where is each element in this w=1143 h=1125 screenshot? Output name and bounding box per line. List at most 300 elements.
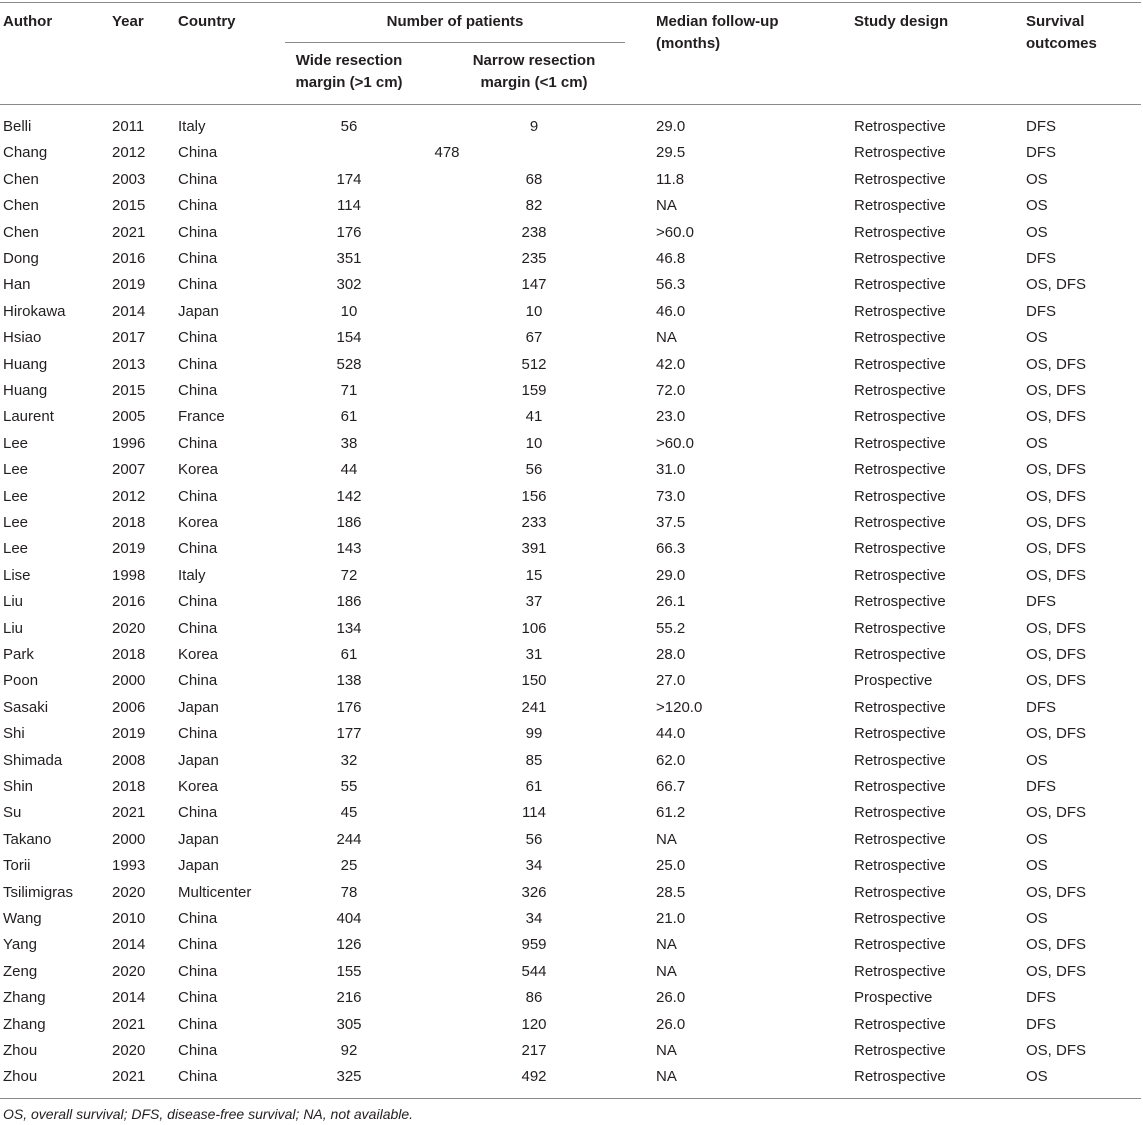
cell-year: 2018 [112,514,146,531]
header-median-follow-up [656,11,778,55]
cell-study-design: Retrospective [854,461,946,479]
table-row [0,908,1143,934]
cell-country: Multicenter [178,883,252,901]
cell-author: Chen [3,197,39,215]
cell-narrow-margin: 82 [525,197,543,215]
cell-country: China [178,487,218,505]
cell-wide-margin: 78 [340,883,358,901]
cell-wide-margin: 143 [336,540,362,558]
cell-author: Han [3,276,31,294]
table-row [0,169,1143,195]
cell-wide-margin: 138 [336,672,362,690]
table-row [0,855,1143,881]
cell-study-design: Retrospective [854,883,946,901]
cell-country: Japan [178,302,219,320]
cell-study-design: Retrospective [854,170,946,188]
cell-median-follow-up: 55.2 [656,619,686,637]
cell-year: 2021 [112,804,146,822]
cell-study-design: Retrospective [854,118,946,135]
header-study-design: Study design [854,13,949,30]
cell-study-design: Retrospective [854,487,946,505]
cell-narrow-margin: 86 [525,989,543,1007]
table-row [0,829,1143,855]
cell-survival-outcomes: OS, DFS [1026,461,1087,479]
cell-country: China [178,329,218,347]
cell-narrow-margin: 41 [525,408,543,426]
table-footnote: OS, overall survival; DFS, disease-free survival; NA, not available. [3,1106,414,1122]
table-row [0,723,1143,749]
cell-study-design: Prospective [854,989,933,1007]
cell-narrow-margin: 391 [521,540,547,558]
cell-wide-margin: 154 [336,329,362,347]
cell-wide-margin: 404 [336,910,362,927]
cell-author: Shimada [3,751,63,769]
cell-author: Dong [3,250,39,267]
cell-median-follow-up: 61.2 [656,804,686,822]
cell-study-design: Retrospective [854,593,946,611]
header-narrow-margin [459,50,609,94]
cell-country: China [178,540,218,558]
cell-year: 2003 [112,170,146,188]
cell-study-design: Retrospective [854,250,946,267]
cell-study-design: Retrospective [854,197,946,215]
cell-study-design: Retrospective [854,276,946,294]
cell-survival-outcomes: DFS [1026,302,1056,320]
cell-median-follow-up: 27.0 [656,672,686,690]
cell-country: China [178,1015,218,1033]
cell-narrow-margin: 56 [525,830,543,848]
cell-survival-outcomes: OS, DFS [1026,883,1087,901]
cell-study-design: Retrospective [854,804,946,822]
cell-survival-outcomes: OS [1026,830,1048,848]
cell-wide-margin: 176 [336,698,362,716]
cell-year: 1996 [112,434,146,452]
table-row [0,987,1143,1013]
cell-year: 2021 [112,1068,146,1086]
cell-survival-outcomes: OS, DFS [1026,276,1087,294]
cell-narrow-margin: 114 [522,804,546,822]
cell-year: 2020 [112,883,146,901]
cell-year: 2020 [112,619,146,637]
cell-median-follow-up: 26.0 [656,989,686,1007]
cell-survival-outcomes: OS, DFS [1026,382,1087,399]
cell-year: 2019 [112,540,146,558]
table-row [0,222,1143,248]
cell-year: 2012 [112,487,146,505]
cell-year: 2017 [112,329,146,347]
cell-survival-outcomes: OS [1026,329,1048,347]
cell-author: Park [3,646,34,663]
cell-study-design: Retrospective [854,540,946,558]
cell-author: Shin [3,778,34,795]
cell-author: Su [3,804,22,822]
table-bottom-rule [0,1098,1141,1099]
cell-survival-outcomes: OS, DFS [1026,355,1087,373]
cell-median-follow-up: >120.0 [656,698,703,716]
cell-survival-outcomes: DFS [1026,1015,1056,1033]
cell-wide-margin: 61 [340,646,358,663]
cell-median-follow-up: >60.0 [656,434,694,452]
cell-study-design: Retrospective [854,434,946,452]
cell-wide-margin: 32 [340,751,358,769]
cell-study-design: Retrospective [854,962,946,980]
table-row [0,459,1143,485]
table-row [0,565,1143,591]
cell-narrow-margin: 85 [525,751,543,769]
cell-survival-outcomes: OS, DFS [1026,646,1087,663]
cell-country: Japan [178,857,219,875]
cell-wide-margin: 186 [336,593,362,611]
cell-study-design: Retrospective [854,936,946,954]
cell-wide-margin: 186 [336,514,362,531]
cell-survival-outcomes: OS, DFS [1026,672,1087,690]
cell-country: Korea [178,461,219,479]
cell-wide-margin: 302 [336,276,362,294]
cell-country: China [178,619,218,637]
cell-median-follow-up: 56.3 [656,276,686,294]
cell-narrow-margin: 120 [521,1015,547,1033]
header-country: Country [178,13,236,30]
cell-total-patients: 478 [434,144,460,162]
cell-wide-margin: 56 [340,118,358,135]
cell-wide-margin: 114 [337,197,361,215]
cell-narrow-margin: 31 [525,646,543,663]
cell-median-follow-up: 23.0 [656,408,686,426]
cell-median-follow-up: NA [656,1068,677,1086]
cell-country: China [178,276,218,294]
cell-study-design: Retrospective [854,302,946,320]
cell-median-follow-up: 29.5 [656,144,686,162]
cell-narrow-margin: 61 [525,778,543,795]
table-row [0,512,1143,538]
cell-narrow-margin: 235 [521,250,547,267]
cell-survival-outcomes: OS, DFS [1026,540,1087,558]
cell-year: 2010 [112,910,146,927]
cell-year: 2016 [112,250,146,267]
cell-median-follow-up: 28.0 [656,646,686,663]
cell-year: 2013 [112,355,146,373]
cell-narrow-margin: 150 [521,672,547,690]
table-row [0,116,1143,142]
cell-study-design: Retrospective [854,857,946,875]
cell-author: Zhou [3,1042,38,1059]
cell-country: China [178,170,218,188]
cell-survival-outcomes: DFS [1026,118,1056,135]
cell-country: China [178,434,218,452]
table-row [0,591,1143,617]
cell-author: Wang [3,910,42,927]
cell-median-follow-up: 46.8 [656,250,686,267]
cell-narrow-margin: 67 [525,329,543,347]
cell-survival-outcomes: OS, DFS [1026,487,1087,505]
cell-country: China [178,910,218,927]
cell-author: Yang [3,936,37,954]
header-narrow-line1: Narrow resection [472,52,596,69]
cell-study-design: Retrospective [854,619,946,637]
cell-wide-margin: 155 [336,962,362,980]
cell-wide-margin: 244 [336,830,362,848]
cell-wide-margin: 92 [340,1042,358,1059]
cell-study-design: Retrospective [854,910,946,927]
cell-narrow-margin: 492 [521,1068,547,1086]
cell-wide-margin: 10 [340,302,358,320]
cell-author: Zhou [3,1068,38,1086]
cell-study-design: Retrospective [854,646,946,663]
cell-country: China [178,197,218,215]
cell-country: Japan [178,830,219,848]
cell-narrow-margin: 959 [521,936,547,954]
cell-survival-outcomes: OS, DFS [1026,408,1087,426]
cell-country: Korea [178,514,219,531]
cell-year: 2015 [112,382,146,399]
table-row [0,274,1143,300]
cell-wide-margin: 25 [340,857,358,875]
cell-study-design: Retrospective [854,144,946,162]
cell-country: Japan [178,698,219,716]
cell-survival-outcomes: OS [1026,1068,1048,1086]
cell-median-follow-up: NA [656,329,677,347]
cell-study-design: Prospective [854,672,933,690]
cell-narrow-margin: 233 [521,514,547,531]
cell-year: 2016 [112,593,146,611]
table-row [0,538,1143,564]
cell-author: Takano [3,830,52,848]
cell-author: Zeng [3,962,38,980]
cell-year: 2015 [112,197,146,215]
cell-median-follow-up: 37.5 [656,514,686,531]
cell-wide-margin: 126 [336,936,362,954]
cell-survival-outcomes: OS [1026,910,1048,927]
cell-median-follow-up: 29.0 [656,566,686,584]
table-row [0,961,1143,987]
table-row [0,406,1143,432]
cell-median-follow-up: 31.0 [656,461,686,479]
cell-author: Liu [3,619,24,637]
cell-year: 2005 [112,408,146,426]
cell-survival-outcomes: DFS [1026,698,1056,716]
table-header-rule [0,104,1141,105]
table-row [0,934,1143,960]
header-wide-margin [279,50,419,94]
table-row [0,776,1143,802]
cell-median-follow-up: 72.0 [656,382,686,399]
cell-wide-margin: 72 [340,566,358,584]
cell-narrow-margin: 99 [525,725,543,743]
cell-author: Lee [3,540,29,558]
cell-narrow-margin: 68 [525,170,543,188]
cell-country: China [178,672,218,690]
patients-subheader-rule [285,42,625,43]
table-row [0,327,1143,353]
cell-survival-outcomes: OS, DFS [1026,566,1087,584]
cell-author: Huang [3,382,48,399]
cell-study-design: Retrospective [854,1015,946,1033]
cell-median-follow-up: NA [656,936,677,954]
cell-year: 2020 [112,1042,146,1059]
cell-year: 2020 [112,962,146,980]
cell-author: Liu [3,593,24,611]
cell-survival-outcomes: OS [1026,197,1048,215]
cell-wide-margin: 177 [336,725,362,743]
cell-wide-margin: 325 [336,1068,362,1086]
cell-survival-outcomes: OS, DFS [1026,725,1087,743]
cell-author: Lee [3,487,29,505]
cell-median-follow-up: 44.0 [656,725,686,743]
cell-narrow-margin: 512 [521,355,547,373]
table-row [0,380,1143,406]
cell-narrow-margin: 544 [521,962,547,980]
cell-narrow-margin: 156 [521,487,547,505]
cell-year: 2000 [112,830,146,848]
header-year: Year [112,13,144,30]
cell-year: 2019 [112,725,146,743]
table-row [0,618,1143,644]
cell-study-design: Retrospective [854,698,946,716]
cell-country: China [178,1042,218,1059]
cell-wide-margin: 528 [336,355,362,373]
cell-survival-outcomes: DFS [1026,989,1056,1007]
table-row [0,354,1143,380]
cell-author: Hirokawa [3,302,66,320]
cell-author: Hsiao [3,329,42,347]
cell-author: Tsilimigras [3,883,74,901]
table-row [0,1066,1143,1092]
cell-wide-margin: 71 [340,382,358,399]
cell-study-design: Retrospective [854,830,946,848]
cell-narrow-margin: 34 [525,910,543,927]
header-author: Author [3,13,53,30]
header-wide-line1: Wide resection [295,52,403,69]
cell-country: China [178,804,218,822]
cell-year: 2014 [112,989,146,1007]
cell-narrow-margin: 241 [521,698,547,716]
cell-study-design: Retrospective [854,1042,946,1059]
table-row [0,1040,1143,1066]
cell-wide-margin: 55 [340,778,358,795]
cell-survival-outcomes: DFS [1026,144,1056,162]
cell-wide-margin: 44 [340,461,358,479]
cell-country: Japan [178,751,219,769]
header-followup-line1: Median follow-up [656,13,779,30]
cell-country: Korea [178,646,219,663]
cell-country: China [178,725,218,743]
cell-survival-outcomes: OS, DFS [1026,962,1087,980]
cell-country: China [178,1068,218,1086]
cell-narrow-margin: 9 [529,118,539,135]
cell-median-follow-up: 26.1 [656,593,686,611]
cell-survival-outcomes: OS, DFS [1026,936,1087,954]
cell-author: Belli [3,118,32,135]
cell-year: 2019 [112,276,146,294]
cell-country: Italy [178,566,206,584]
cell-study-design: Retrospective [854,223,946,241]
cell-year: 2012 [112,144,146,162]
cell-study-design: Retrospective [854,382,946,399]
cell-wide-margin: 61 [340,408,358,426]
cell-survival-outcomes: OS, DFS [1026,1042,1087,1059]
cell-narrow-margin: 37 [525,593,543,611]
cell-study-design: Retrospective [854,566,946,584]
cell-country: Italy [178,118,206,135]
cell-author: Torii [3,857,31,875]
cell-study-design: Retrospective [854,514,946,531]
cell-survival-outcomes: DFS [1026,593,1056,611]
cell-study-design: Retrospective [854,725,946,743]
table-row [0,142,1143,168]
cell-median-follow-up: 25.0 [656,857,686,875]
table-row [0,486,1143,512]
table-row [0,248,1143,274]
cell-survival-outcomes: DFS [1026,778,1056,795]
cell-country: China [178,355,218,373]
cell-wide-margin: 45 [340,804,358,822]
table-row [0,1014,1143,1040]
cell-author: Chen [3,170,39,188]
cell-author: Sasaki [3,698,49,716]
cell-median-follow-up: NA [656,1042,677,1059]
cell-study-design: Retrospective [854,355,946,373]
cell-median-follow-up: 66.7 [656,778,686,795]
cell-median-follow-up: 29.0 [656,118,686,135]
cell-year: 2021 [112,1015,146,1033]
cell-wide-margin: 351 [336,250,362,267]
header-followup-line2: (months) [656,35,721,52]
cell-year: 2007 [112,461,146,479]
cell-author: Chen [3,223,39,241]
cell-year: 2014 [112,302,146,320]
cell-country: China [178,593,218,611]
cell-year: 2018 [112,778,146,795]
cell-country: China [178,382,218,399]
cell-author: Huang [3,355,48,373]
cell-median-follow-up: 21.0 [656,910,686,927]
header-survival-line2: outcomes [1026,35,1097,52]
table-row [0,644,1143,670]
cell-median-follow-up: 11.8 [656,170,685,188]
table-row [0,195,1143,221]
cell-narrow-margin: 10 [525,302,543,320]
cell-median-follow-up: 26.0 [656,1015,686,1033]
cell-survival-outcomes: OS [1026,751,1048,769]
cell-narrow-margin: 15 [525,566,543,584]
cell-survival-outcomes: OS, DFS [1026,804,1087,822]
cell-year: 2006 [112,698,146,716]
cell-year: 2008 [112,751,146,769]
cell-year: 2014 [112,936,146,954]
cell-wide-margin: 174 [336,170,362,188]
cell-year: 2000 [112,672,146,690]
cell-wide-margin: 134 [336,619,362,637]
cell-wide-margin: 176 [336,223,362,241]
table-row [0,750,1143,776]
cell-author: Lee [3,434,29,452]
cell-country: China [178,250,218,267]
cell-year: 2021 [112,223,146,241]
cell-median-follow-up: NA [656,197,677,215]
cell-author: Lee [3,461,29,479]
cell-study-design: Retrospective [854,751,946,769]
table-row [0,301,1143,327]
cell-author: Zhang [3,1015,46,1033]
cell-median-follow-up: >60.0 [656,223,694,241]
cell-wide-margin: 305 [336,1015,362,1033]
cell-study-design: Retrospective [854,778,946,795]
cell-country: China [178,223,218,241]
cell-narrow-margin: 159 [521,382,547,399]
cell-year: 1993 [112,857,146,875]
cell-survival-outcomes: OS [1026,170,1048,188]
cell-median-follow-up: NA [656,962,677,980]
